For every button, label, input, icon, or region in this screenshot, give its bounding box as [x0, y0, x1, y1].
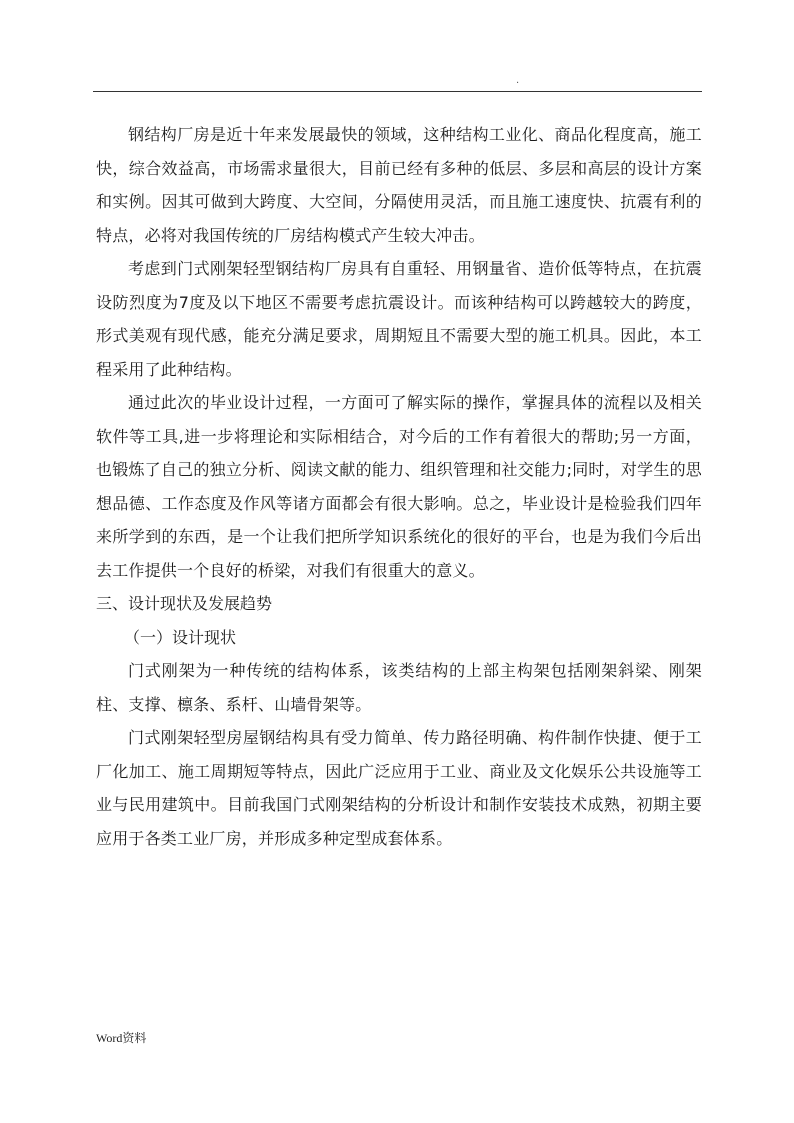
- paragraph-3: 通过此次的毕业设计过程，一方面可了解实际的操作，掌握具体的流程以及相关软件等工具,进一步将理论和实际相结合，对今后的工作有着很大的帮助;另一方面，也锻炼了自己的独立分析、阅读文献的能力、组织管理和社交能力;同时，对学生的思想品德、工作态度及作风等诸方面都会有很大影响。总之，毕业设计是检验我们四年来所学到的东西，是一个让我们把所学知识系统化的很好的平台，也是为我们今后出去工作提供一个良好的桥梁，对我们有很重大的意义。: [96, 393, 702, 580]
- header-rule: [93, 91, 702, 92]
- paragraph-5: 门式刚架轻型房屋钢结构具有受力简单、传力路径明确、构件制作快捷、便于工厂化加工、施工周期短等特点，因此广泛应用于工业、商业及文化娱乐公共设施等工业与民用建筑中。目前我国门式刚架结构的分析设计和制作安装技术成熟，初期主要应用于各类工业厂房，并形成多种定型成套体系。: [96, 728, 702, 848]
- document-body: [96, 118, 702, 855]
- paragraph-1: 钢结构厂房是近十年来发展最快的领域，这种结构工业化、商品化程度高，施工快，综合效益高，市场需求量很大，目前已经有多种的低层、多层和高层的设计方案和实例。因其可做到大跨度、大空间，分隔使用灵活，而且施工速度快、抗震有利的特点，必将对我国传统的厂房结构模式产生较大冲击。: [96, 125, 702, 245]
- header-mark: .: [516, 75, 520, 86]
- section-heading: 三、设计现状及发展趋势: [96, 594, 273, 613]
- paragraph-4: 门式刚架为一种传统的结构体系，该类结构的上部主构架包括刚架斜梁、刚架柱、支撑、檩条、系杆、山墙骨架等。: [96, 661, 702, 714]
- footer-label: Word资料: [96, 1031, 147, 1045]
- subsection-heading: （一）设计现状: [124, 627, 237, 647]
- paragraph-2: 考虑到门式刚架轻型钢结构厂房具有自重轻、用钢量省、造价低等特点，在抗震设防烈度为7度及以下地区不需要考虑抗震设计。而该种结构可以跨越较大的跨度，形式美观有现代感，能充分满足要求，周期短且不需要大型的施工机具。因此，本工程采用了此种结构。: [96, 259, 702, 379]
